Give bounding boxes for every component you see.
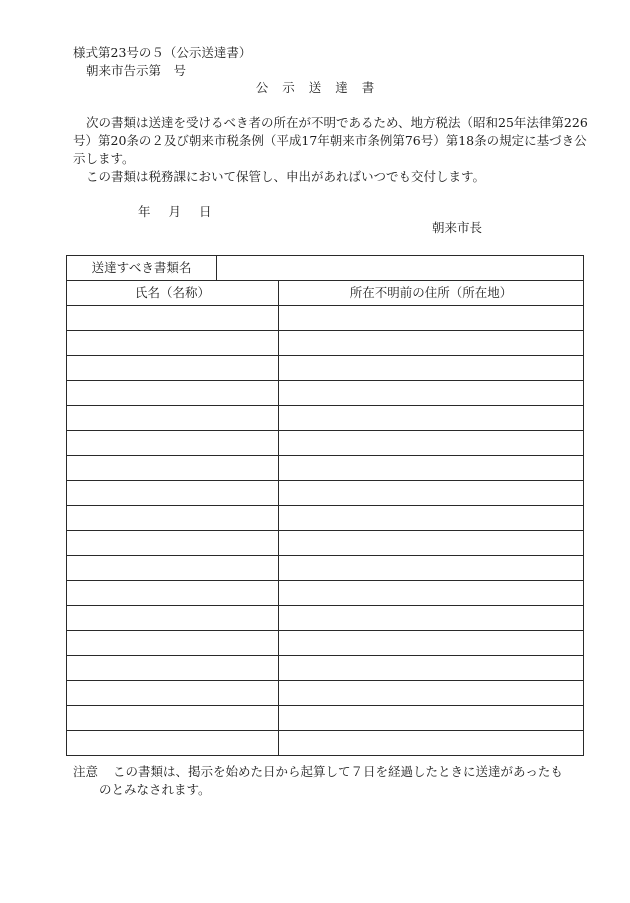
note-text-line-2: のとみなされます。: [99, 782, 211, 797]
address-cell[interactable]: [279, 656, 584, 681]
note-text-line-1: この書類は、掲示を始めた日から起算して７日を経過したときに送達があったも: [113, 764, 563, 779]
form-number: 様式第23号の５（公示送達書）: [73, 45, 252, 60]
document-name-row: [67, 256, 584, 281]
name-cell[interactable]: [67, 631, 279, 656]
body-text: [73, 114, 593, 186]
name-cell[interactable]: [67, 356, 279, 381]
address-cell[interactable]: [279, 531, 584, 556]
table-row: [67, 706, 584, 731]
table-row: [67, 406, 584, 431]
name-cell[interactable]: [67, 431, 279, 456]
table-row: [67, 656, 584, 681]
name-cell[interactable]: [67, 731, 279, 756]
name-cell[interactable]: [67, 656, 279, 681]
footnote: [73, 763, 603, 799]
name-cell[interactable]: [67, 581, 279, 606]
address-cell[interactable]: [279, 481, 584, 506]
column-header-row: [67, 281, 584, 306]
table-row: [67, 431, 584, 456]
date-line: 年 月 日: [138, 204, 212, 219]
name-cell[interactable]: [67, 506, 279, 531]
column-header-name: 氏名（名称）: [67, 281, 279, 306]
address-cell[interactable]: [279, 506, 584, 531]
name-cell[interactable]: [67, 606, 279, 631]
document-name-field[interactable]: [217, 256, 584, 281]
name-cell[interactable]: [67, 681, 279, 706]
table-row: [67, 631, 584, 656]
address-cell[interactable]: [279, 631, 584, 656]
table-row: [67, 306, 584, 331]
table-row: [67, 681, 584, 706]
name-cell[interactable]: [67, 706, 279, 731]
table-row: [67, 331, 584, 356]
table-row: [67, 506, 584, 531]
name-cell[interactable]: [67, 306, 279, 331]
name-cell[interactable]: [67, 406, 279, 431]
address-cell[interactable]: [279, 606, 584, 631]
address-cell[interactable]: [279, 356, 584, 381]
address-cell[interactable]: [279, 706, 584, 731]
body-paragraph-1: 次の書類は送達を受けるべき者の所在が不明であるため、地方税法（昭和25年法律第226号）第20条の２及び朝来市税条例（平成17年朝来市条例第76号）第18条の規定に基づき公示します。: [73, 115, 588, 166]
column-header-address: 所在不明前の住所（所在地）: [279, 281, 584, 306]
address-cell[interactable]: [279, 306, 584, 331]
table-row: [67, 481, 584, 506]
address-cell[interactable]: [279, 431, 584, 456]
document-title: 公示送達書: [255, 80, 389, 95]
name-cell[interactable]: [67, 381, 279, 406]
address-cell[interactable]: [279, 581, 584, 606]
name-cell[interactable]: [67, 481, 279, 506]
name-cell[interactable]: [67, 531, 279, 556]
address-cell[interactable]: [279, 556, 584, 581]
name-cell[interactable]: [67, 331, 279, 356]
name-cell[interactable]: [67, 456, 279, 481]
table-row: [67, 456, 584, 481]
note-label: 注意: [73, 764, 99, 779]
address-cell[interactable]: [279, 456, 584, 481]
address-cell[interactable]: [279, 406, 584, 431]
address-cell[interactable]: [279, 331, 584, 356]
document-name-label: 送達すべき書類名: [67, 256, 217, 281]
table-row: [67, 356, 584, 381]
issuer-name: 朝来市長: [432, 220, 483, 235]
table-row: [67, 581, 584, 606]
table-row: [67, 531, 584, 556]
notice-number: 朝来市告示第 号: [86, 63, 187, 78]
table-row: [67, 381, 584, 406]
address-cell[interactable]: [279, 381, 584, 406]
table-row: [67, 606, 584, 631]
address-cell[interactable]: [279, 681, 584, 706]
recipient-table: [66, 255, 584, 756]
body-paragraph-2: この書類は税務課において保管し、申出があればいつでも交付します。: [86, 169, 486, 184]
name-cell[interactable]: [67, 556, 279, 581]
table-row: [67, 731, 584, 756]
table-row: [67, 556, 584, 581]
address-cell[interactable]: [279, 731, 584, 756]
